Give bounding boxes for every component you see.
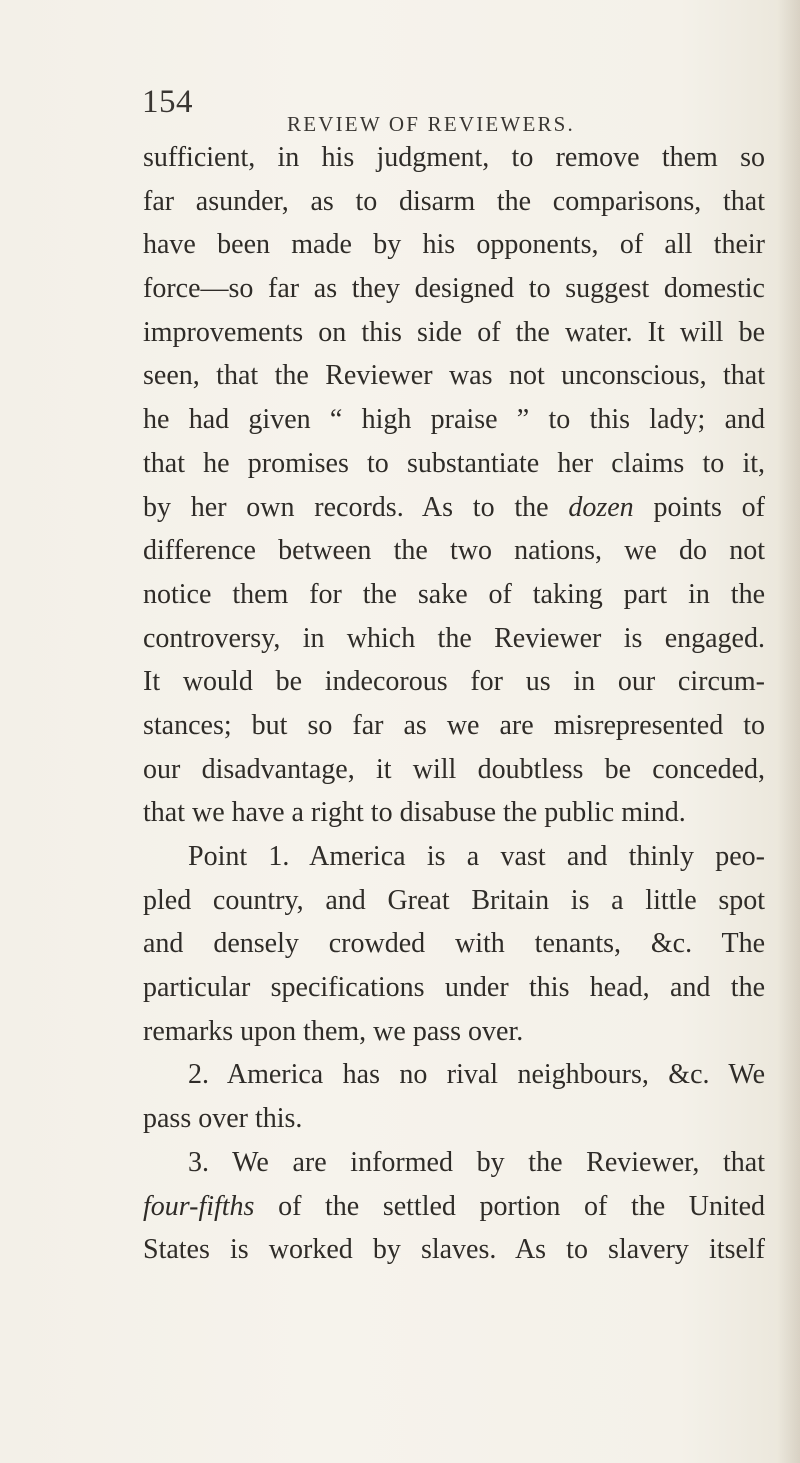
text-line: our disadvantage, it will doubtless be conceded, bbox=[143, 753, 765, 785]
text-run: of the settled portion of the United bbox=[254, 1190, 765, 1222]
text-run: points of bbox=[633, 491, 765, 523]
text-line: have been made by his opponents, of all their bbox=[143, 229, 765, 261]
text-line: force—so far as they designed to suggest domestic bbox=[143, 273, 765, 305]
text-line: pled country, and Great Britain is a little spot bbox=[143, 884, 765, 916]
text-line: difference between the two nations, we do not bbox=[143, 535, 765, 567]
text-line: It would be indecorous for us in our circum- bbox=[143, 666, 765, 698]
text-line: notice them for the sake of taking part in the bbox=[143, 578, 765, 610]
text-line bbox=[143, 486, 765, 530]
text-line: particular specifications under this head, and the bbox=[143, 972, 765, 1004]
text-line: and densely crowded with tenants, &c. The bbox=[143, 928, 765, 960]
text-line: controversy, in which the Reviewer is engaged. bbox=[143, 622, 765, 654]
text-run: by her own records. As to the bbox=[143, 491, 569, 523]
text-line: 2. America has no rival neighbours, &c. We bbox=[188, 1059, 765, 1091]
page-edge-shadow bbox=[778, 0, 800, 1463]
text-line: remarks upon them, we pass over. bbox=[143, 1015, 524, 1047]
text-line: seen, that the Reviewer was not unconscious, that bbox=[143, 360, 765, 392]
italic-word: dozen bbox=[568, 491, 634, 523]
text-line: 3. We are informed by the Reviewer, that bbox=[188, 1146, 765, 1178]
text-line: improvements on this side of the water. It will be bbox=[143, 316, 765, 348]
italic-word: four-fifths bbox=[143, 1190, 255, 1222]
page-number: 154 bbox=[142, 84, 193, 120]
text-line: that he promises to substantiate her claims to it, bbox=[143, 447, 765, 479]
text-line: States is worked by slaves. As to slavery itself bbox=[143, 1234, 765, 1266]
text-line: he had given “ high praise ” to this lady; and bbox=[143, 404, 765, 436]
text-line: stances; but so far as we are misrepresented to bbox=[143, 709, 765, 741]
running-head: REVIEW OF REVIEWERS. bbox=[287, 112, 576, 136]
text-line: that we have a right to disabuse the public mind. bbox=[143, 797, 686, 829]
text-line bbox=[143, 1185, 765, 1229]
body-text bbox=[143, 136, 765, 1272]
text-line: far asunder, as to disarm the comparisons, that bbox=[143, 185, 765, 217]
text-line: pass over this. bbox=[143, 1103, 303, 1135]
text-line: sufficient, in his judgment, to remove them so bbox=[143, 142, 765, 173]
text-line: Point 1. America is a vast and thinly peo- bbox=[188, 841, 765, 872]
